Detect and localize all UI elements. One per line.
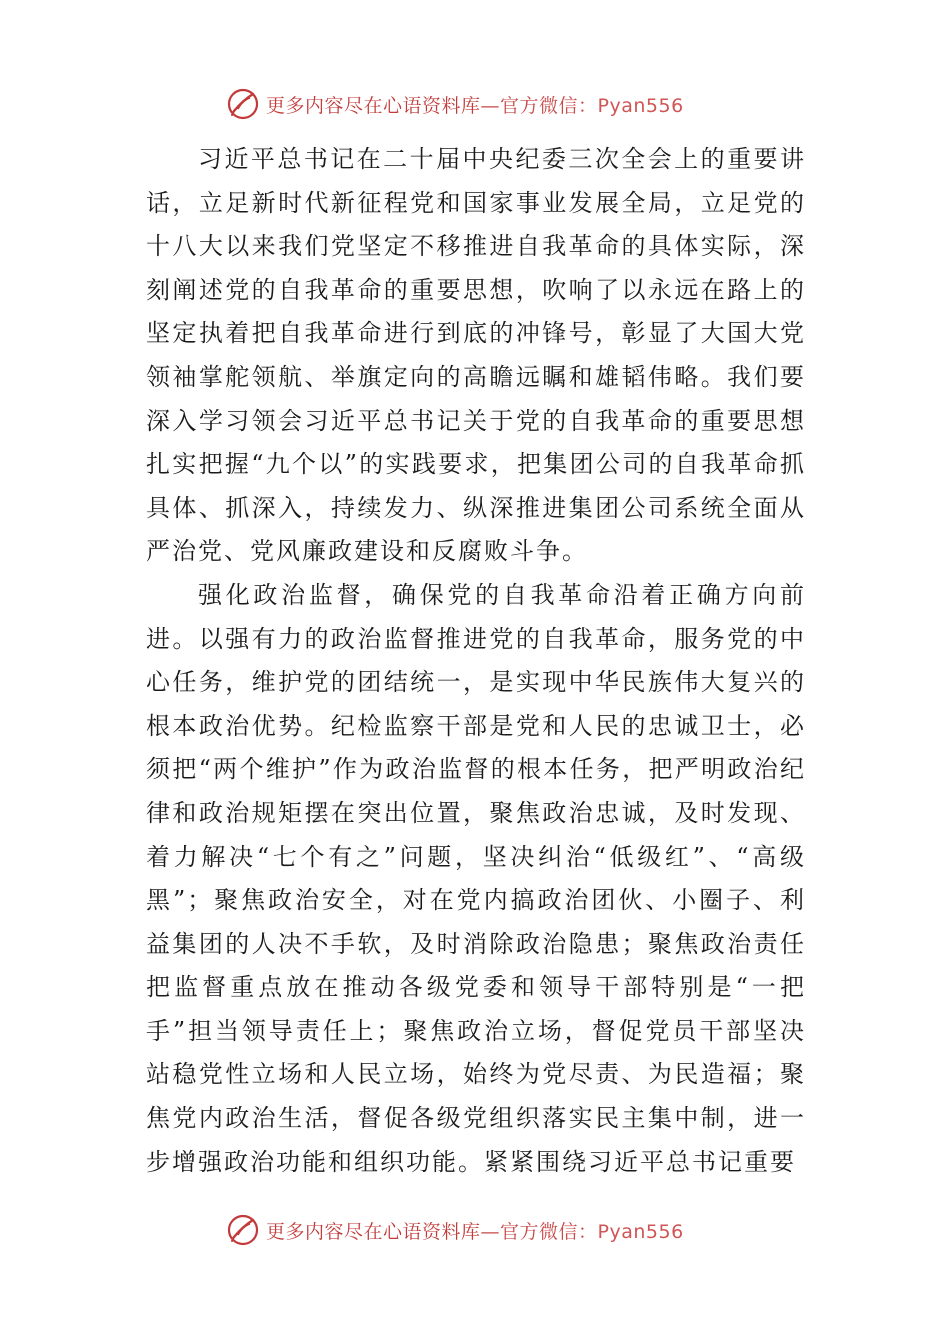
watermark-contact: 官方微信： [500,1220,598,1243]
watermark-text [266,91,684,118]
watermark-header [226,84,746,124]
watermark-footer [226,1210,746,1250]
paragraph-2: 强化政治监督，确保党的自我革命沿着正确方向前进。以强有力的政治监督推进党的自我革命，服务党的中心任务，维护党的团结统一，是实现中华民族伟大复兴的根本政治优势。纪检监察干部是党和人民的忠诚卫士，必须把“两个维护”作为政治监督的根本任务，把严明政治纪律和政治规矩摆在突出位置，聚焦政治忠诚，及时发现、着力解决“七个有之”问题，坚决纠治“低级红”、“高级黑”；聚焦政治安全，对在党内搞政治团伙、小圈子、利益集团的人决不手软，及时消除政治隐患；聚焦政治责任把监督重点放在推动各级党委和领导干部特别是“一把手”担当领导责任上；聚焦政治立场，督促党员干部坚决站稳党性立场和人民立场，始终为党尽责、为民造福；聚焦党内政治生活，督促各级党组织落实民主集中制，进一步增强政治功能和组织功能。紧紧围绕习近平总书记重要 [146,580,806,1176]
watermark-brand: 更多内容尽在心语资料库 [266,1220,481,1243]
document-body [146,138,806,1184]
watermark-text [266,1217,684,1244]
watermark-brand: 更多内容尽在心语资料库 [266,94,481,117]
watermark-handle: Pyan556 [597,94,684,117]
quill-logo-icon [226,1213,260,1247]
watermark-separator: — [480,1220,501,1243]
quill-logo-icon [226,87,260,121]
paragraph-1: 习近平总书记在二十届中央纪委三次全会上的重要讲话，立足新时代新征程党和国家事业发展全局，立足党的十八大以来我们党坚定不移推进自我革命的具体实际，深刻阐述党的自我革命的重要思想，吹响了以永远在路上的坚定执着把自我革命进行到底的冲锋号，彰显了大国大党领袖掌舵领航、举旗定向的高瞻远瞩和雄韬伟略。我们要深入学习领会习近平总书记关于党的自我革命的重要思想扎实把握“九个以”的实践要求，把集团公司的自我革命抓具体、抓深入，持续发力、纵深推进集团公司系统全面从严治党、党风廉政建设和反腐败斗争。 [146,145,806,566]
watermark-handle: Pyan556 [597,1220,684,1243]
watermark-contact: 官方微信： [500,94,598,117]
watermark-separator: — [480,94,501,117]
